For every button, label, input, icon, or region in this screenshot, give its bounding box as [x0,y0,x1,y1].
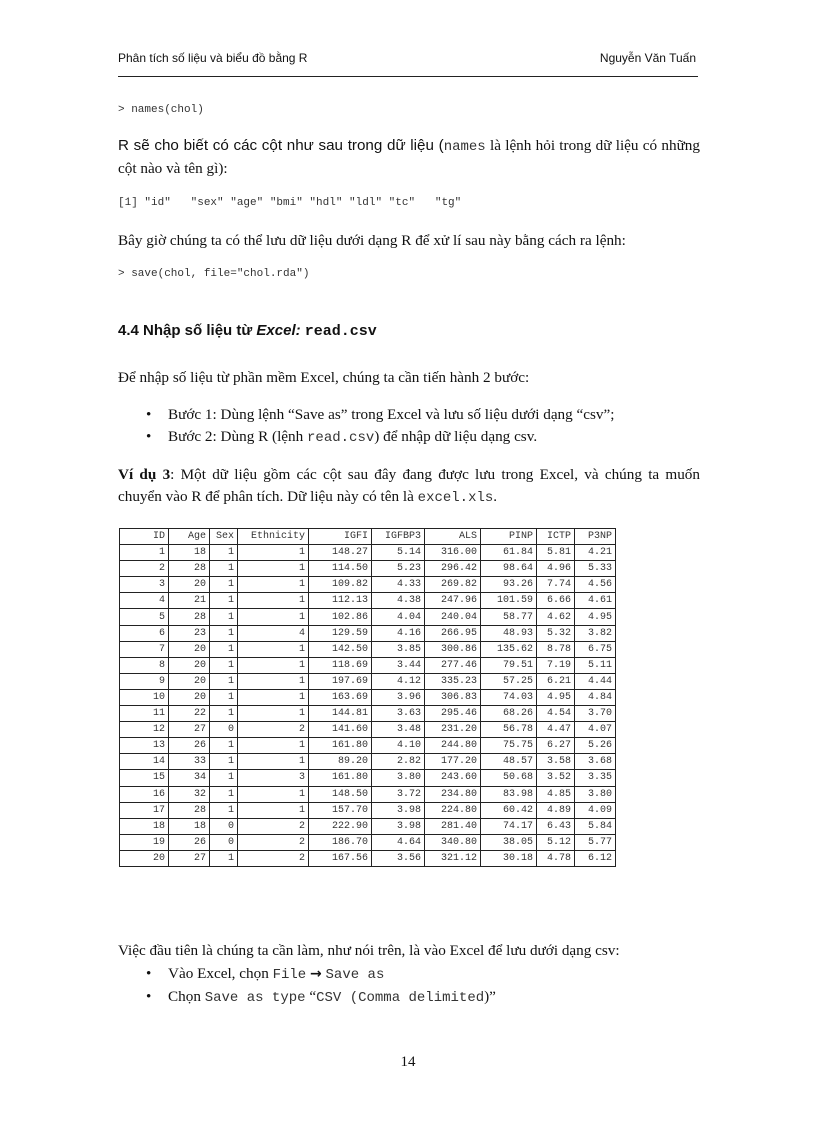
table-cell: 2 [120,561,169,577]
table-cell: 34 [169,770,210,786]
table-cell: 14 [120,754,169,770]
list-item [118,963,700,986]
table-cell: 0 [210,834,238,850]
table-cell: 340.80 [425,834,481,850]
col-header: Sex [210,529,238,545]
bullet2-code-csv: CSV (Comma delimited [316,990,485,1006]
table-cell: 4.09 [575,802,616,818]
bullet-icon: • [146,428,152,445]
table-cell: 26 [169,834,210,850]
table-cell: 83.98 [481,786,537,802]
table-cell: 300.86 [425,641,481,657]
table-cell: 57.25 [481,673,537,689]
table-cell: 30.18 [481,850,537,866]
table-row [120,706,616,722]
table-cell: 7 [120,641,169,657]
code-names-chol: > names(chol) [118,104,204,116]
table-cell: 2 [238,818,309,834]
table-cell: 197.69 [309,673,372,689]
table-row [120,593,616,609]
table-cell: 141.60 [309,722,372,738]
table-cell: 6.43 [537,818,575,834]
table-cell: 3 [120,577,169,593]
example-text1: : Một dữ liệu gồm các cột sau đây đang được lưu trong Excel, và chúng ta muốn chuyển vào R để phân tích. Dữ liệu này có tên là [118,466,700,505]
table-cell: 4.16 [372,625,425,641]
table-cell: 1 [238,641,309,657]
table-cell: 1 [238,577,309,593]
table-cell: 4.47 [537,722,575,738]
table-cell: 28 [169,802,210,818]
table-cell: 20 [169,641,210,657]
table-cell: 4.54 [537,706,575,722]
table-cell: 98.64 [481,561,537,577]
steps-list [118,404,700,449]
table-cell: 1 [210,770,238,786]
table-cell: 3.48 [372,722,425,738]
table-cell: 27 [169,850,210,866]
excel-steps-list [118,963,700,1009]
table-cell: 1 [210,689,238,705]
table-cell: 15 [120,770,169,786]
table-cell: 22 [169,706,210,722]
table-cell: 5.14 [372,545,425,561]
section-heading [118,322,377,340]
table-cell: 4.07 [575,722,616,738]
table-cell: 231.20 [425,722,481,738]
paragraph-excel-intro: Để nhập số liệu từ phần mềm Excel, chúng ta cần tiến hành 2 bước: [118,369,530,386]
table-cell: 4.12 [372,673,425,689]
table-cell: 20 [120,850,169,866]
table-cell: 2 [238,834,309,850]
table-cell: 28 [169,609,210,625]
table-row [120,754,616,770]
table-cell: 18 [120,818,169,834]
table-cell: 1 [210,561,238,577]
table-header-row [120,529,616,545]
table-cell: 56.78 [481,722,537,738]
table-cell: 1 [238,689,309,705]
paragraph-first-step: Việc đầu tiên là chúng ta cần làm, như nói trên, là vào Excel để lưu dưới dạng csv: [118,942,620,959]
table-cell: 3.80 [575,786,616,802]
table-cell: 1 [238,545,309,561]
table-cell: 144.81 [309,706,372,722]
table-cell: 20 [169,689,210,705]
col-header: IGFBP3 [372,529,425,545]
example-text2: . [493,488,498,505]
table-cell: 1 [238,754,309,770]
paragraph-example-3 [118,464,700,509]
code-output-columns: [1] "id" "sex" "age" "bmi" "hdl" "ldl" "tc" "tg" [118,197,462,209]
bullet2-quote-close: )” [484,988,496,1005]
table-cell: 4.33 [372,577,425,593]
table-cell: 4.61 [575,593,616,609]
table-cell: 19 [120,834,169,850]
para1-part1: R sẽ cho biết có các cột như sau trong dữ liệu ( [118,137,444,154]
table-cell: 4.10 [372,738,425,754]
table-cell: 163.69 [309,689,372,705]
table-cell: 177.20 [425,754,481,770]
table-cell: 74.03 [481,689,537,705]
table-cell: 3 [238,770,309,786]
bullet2-text: Chọn [168,988,205,1005]
table-cell: 32 [169,786,210,802]
bullet1-code-saveas: Save as [325,967,385,983]
table-cell: 3.68 [575,754,616,770]
table-cell: 58.77 [481,609,537,625]
table-cell: 50.68 [481,770,537,786]
table-cell: 21 [169,593,210,609]
table-cell: 68.26 [481,706,537,722]
table-cell: 1 [238,706,309,722]
table-cell: 8 [120,657,169,673]
table-cell: 7.19 [537,657,575,673]
table-cell: 3.98 [372,818,425,834]
table-cell: 20 [169,657,210,673]
table-cell: 12 [120,722,169,738]
table-cell: 4 [238,625,309,641]
table-cell: 7.74 [537,577,575,593]
table-cell: 1 [210,609,238,625]
table-row [120,689,616,705]
table-row [120,561,616,577]
table-row [120,673,616,689]
table-cell: 23 [169,625,210,641]
table-cell: 4.38 [372,593,425,609]
table-row [120,770,616,786]
table-cell: 1 [238,738,309,754]
table-cell: 247.96 [425,593,481,609]
table-cell: 1 [210,754,238,770]
table-cell: 1 [210,738,238,754]
table-cell: 61.84 [481,545,537,561]
table-cell: 16 [120,786,169,802]
bullet2-code-saveastype: Save as type [204,990,306,1006]
table-cell: 266.95 [425,625,481,641]
table-cell: 5 [120,609,169,625]
arrow-right-icon: → [310,966,322,982]
table-cell: 1 [238,561,309,577]
table-cell: 20 [169,577,210,593]
col-header: IGFI [309,529,372,545]
table-cell: 1 [238,673,309,689]
table-cell: 1 [210,641,238,657]
table-cell: 4.44 [575,673,616,689]
table-cell: 4.95 [575,609,616,625]
table-cell: 3.56 [372,850,425,866]
table-cell: 1 [238,609,309,625]
table-cell: 1 [210,673,238,689]
table-cell: 1 [238,802,309,818]
col-header: ICTP [537,529,575,545]
table-cell: 4.21 [575,545,616,561]
table-row [120,722,616,738]
table-cell: 101.59 [481,593,537,609]
table-cell: 6.21 [537,673,575,689]
list-item [118,426,700,449]
table-cell: 4.89 [537,802,575,818]
table-cell: 1 [238,593,309,609]
table-row [120,738,616,754]
table-cell: 5.32 [537,625,575,641]
table-cell: 4.95 [537,689,575,705]
table-cell: 186.70 [309,834,372,850]
table-cell: 3.80 [372,770,425,786]
col-header: Age [169,529,210,545]
table-cell: 295.46 [425,706,481,722]
table-row [120,625,616,641]
table-cell: 281.40 [425,818,481,834]
table-cell: 1 [238,657,309,673]
table-cell: 142.50 [309,641,372,657]
table-cell: 75.75 [481,738,537,754]
table-cell: 1 [210,625,238,641]
table-cell: 1 [210,802,238,818]
bullet2-quote-open: “ [305,988,317,1005]
table-cell: 3.44 [372,657,425,673]
table-cell: 5.11 [575,657,616,673]
table-cell: 74.17 [481,818,537,834]
page-number: 14 [400,1054,416,1070]
section-title: 4.4 Nhập số liệu từ [118,322,257,339]
table-row [120,545,616,561]
table-cell: 2.82 [372,754,425,770]
table-row [120,818,616,834]
table-cell: 161.80 [309,738,372,754]
table-cell: 3.35 [575,770,616,786]
table-cell: 3.82 [575,625,616,641]
table-cell: 79.51 [481,657,537,673]
table-cell: 5.23 [372,561,425,577]
table-cell: 3.70 [575,706,616,722]
table-cell: 114.50 [309,561,372,577]
table-cell: 4.84 [575,689,616,705]
bullet-icon: • [146,406,152,423]
table-cell: 102.86 [309,609,372,625]
table-cell: 38.05 [481,834,537,850]
table-cell: 1 [210,706,238,722]
table-cell: 11 [120,706,169,722]
header-divider [118,76,698,77]
table-cell: 222.90 [309,818,372,834]
table-cell: 48.57 [481,754,537,770]
table-cell: 4.78 [537,850,575,866]
table-cell: 18 [169,818,210,834]
table-cell: 3.96 [372,689,425,705]
table-cell: 33 [169,754,210,770]
table-cell: 277.46 [425,657,481,673]
table-cell: 3.85 [372,641,425,657]
col-header: PINP [481,529,537,545]
para1-part2: là lệnh hỏi trong dữ liệu có những cột nào và tên gì): [118,137,700,177]
table-cell: 4.56 [575,577,616,593]
bullet1-text: Vào Excel, chọn [168,965,273,982]
table-cell: 1 [210,850,238,866]
table-cell: 3.98 [372,802,425,818]
table-row [120,834,616,850]
table-cell: 48.93 [481,625,537,641]
table-cell: 4 [120,593,169,609]
step2-code: read.csv [307,430,375,446]
table-cell: 28 [169,561,210,577]
table-cell: 8.78 [537,641,575,657]
running-header-title: Phân tích số liệu và biểu đồ bằng R [118,51,308,65]
table-row [120,786,616,802]
table-cell: 18 [169,545,210,561]
col-header: P3NP [575,529,616,545]
example-code: excel.xls [417,490,494,506]
table-cell: 224.80 [425,802,481,818]
table-cell: 135.62 [481,641,537,657]
running-header-author: Nguyễn Văn Tuấn [599,51,696,65]
table-cell: 0 [210,722,238,738]
col-header: ID [120,529,169,545]
table-cell: 167.56 [309,850,372,866]
table-cell: 13 [120,738,169,754]
table-cell: 269.82 [425,577,481,593]
list-item [118,986,700,1009]
table-cell: 1 [210,657,238,673]
table-cell: 243.60 [425,770,481,786]
table-cell: 10 [120,689,169,705]
table-cell: 6.66 [537,593,575,609]
table-cell: 148.50 [309,786,372,802]
table-cell: 161.80 [309,770,372,786]
table-cell: 27 [169,722,210,738]
col-header: Ethnicity [238,529,309,545]
table-cell: 244.80 [425,738,481,754]
table-cell: 1 [238,786,309,802]
col-header: ALS [425,529,481,545]
table-cell: 321.12 [425,850,481,866]
table-cell: 4.04 [372,609,425,625]
table-row [120,609,616,625]
paragraph-save-intro: Bây giờ chúng ta có thể lưu dữ liệu dưới dạng R để xử lí sau này bằng cách ra lệnh: [118,232,626,249]
para1-code: names [443,139,486,155]
table-cell: 129.59 [309,625,372,641]
table-cell: 6.12 [575,850,616,866]
table-cell: 3.52 [537,770,575,786]
table-cell: 316.00 [425,545,481,561]
table-row [120,657,616,673]
table-cell: 5.12 [537,834,575,850]
table-cell: 17 [120,802,169,818]
table-cell: 1 [120,545,169,561]
table-row [120,577,616,593]
table-cell: 6.27 [537,738,575,754]
table-cell: 2 [238,850,309,866]
table-cell: 4.85 [537,786,575,802]
table-cell: 3.72 [372,786,425,802]
table-cell: 5.33 [575,561,616,577]
table-cell: 6 [120,625,169,641]
table-cell: 306.83 [425,689,481,705]
table-cell: 6.75 [575,641,616,657]
table-cell: 9 [120,673,169,689]
table-cell: 118.69 [309,657,372,673]
table-cell: 89.20 [309,754,372,770]
table-cell: 4.62 [537,609,575,625]
table-cell: 234.80 [425,786,481,802]
table-cell: 240.04 [425,609,481,625]
table-cell: 1 [210,593,238,609]
table-cell: 93.26 [481,577,537,593]
table-cell: 26 [169,738,210,754]
table-cell: 3.58 [537,754,575,770]
table-cell: 5.77 [575,834,616,850]
table-cell: 112.13 [309,593,372,609]
table-cell: 1 [210,545,238,561]
table-body [120,545,616,867]
table-cell: 5.84 [575,818,616,834]
table-row [120,850,616,866]
step1-text: Bước 1: Dùng lệnh “Save as” trong Excel và lưu số liệu dưới dạng “csv”; [168,406,615,423]
table-cell: 2 [238,722,309,738]
table-cell: 157.70 [309,802,372,818]
table-cell: 60.42 [481,802,537,818]
table-cell: 335.23 [425,673,481,689]
table-cell: 3.63 [372,706,425,722]
code-save-chol: > save(chol, file="chol.rda") [118,268,310,280]
bullet1-code-file: File [272,967,307,983]
table-cell: 4.96 [537,561,575,577]
table-cell: 109.82 [309,577,372,593]
table-cell: 4.64 [372,834,425,850]
data-table [119,528,616,867]
step2-text-a: Bước 2: Dùng R (lệnh [168,428,308,445]
bullet-icon: • [146,965,152,982]
table-cell: 1 [210,577,238,593]
table-cell: 148.27 [309,545,372,561]
step2-text-b: ) để nhập dữ liệu dạng csv. [374,428,538,445]
list-item [118,404,700,426]
table-cell: 5.81 [537,545,575,561]
table-cell: 5.26 [575,738,616,754]
table-row [120,641,616,657]
paragraph-names-explanation [118,135,700,180]
section-title-code: read.csv [304,323,377,340]
bullet-icon: • [146,988,152,1005]
table-cell: 0 [210,818,238,834]
example-label: Ví dụ 3 [118,466,171,483]
section-title-italic: Excel: [256,322,305,339]
table-cell: 296.42 [425,561,481,577]
table-row [120,802,616,818]
table-cell: 1 [210,786,238,802]
table-cell: 20 [169,673,210,689]
